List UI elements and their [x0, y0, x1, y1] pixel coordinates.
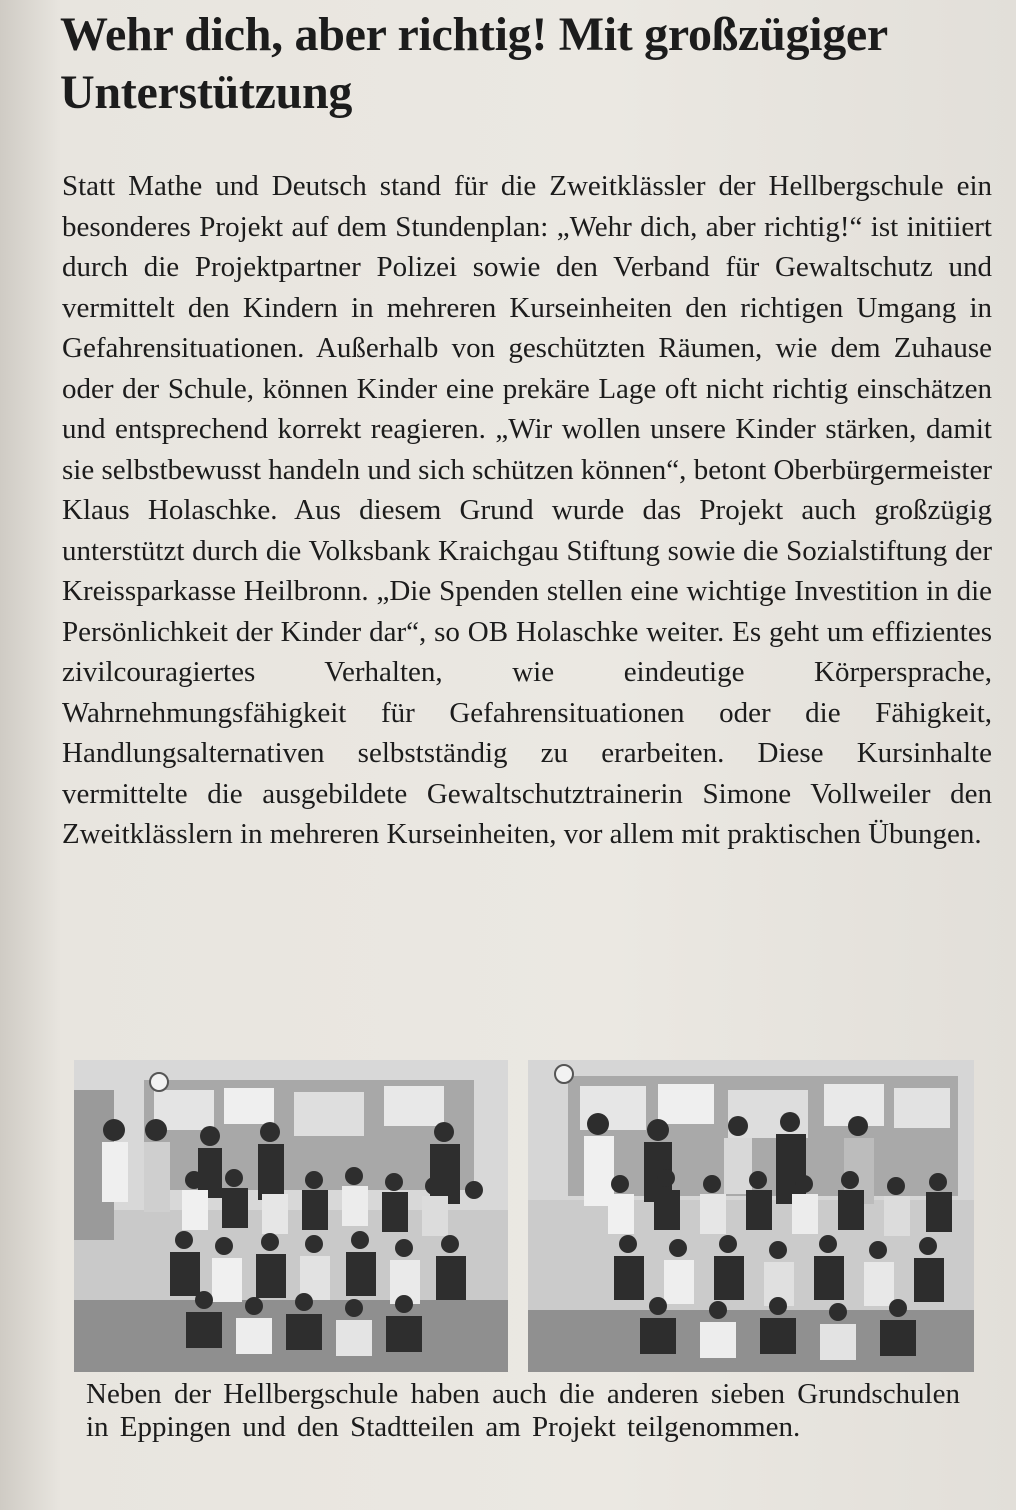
- article-title: Wehr dich, aber richtig! Mit großzügiger Unterstützung: [60, 8, 888, 119]
- group-photo-right: [528, 1060, 974, 1372]
- group-photo-left: [74, 1060, 508, 1372]
- group-photo-right-image: [528, 1060, 974, 1372]
- group-photo-left-image: [74, 1060, 508, 1372]
- article-body: Statt Mathe und Deutsch stand für die Zweitklässler der Hellbergschule ein besonderes Projekt auf dem Stundenplan: „Wehr dich, aber richtig!“ ist initiiert durch die Projektpartner Polizei sowie den Verband für Gewaltschutz und vermittelt den Kindern in mehreren Kurseinheiten den richtigen Umgang in Gefahrensituationen. Außerhalb von geschützten Räumen, wie dem Zuhause oder der Schule, können Kinder eine prekäre Lage oft nicht richtig einschätzen und entsprechend korrekt reagieren. „Wir wollen unsere Kinder stärken, damit sie selbstbewusst handeln und sich schützen können“, betont Oberbürgermeister Klaus Holaschke. Aus diesem Grund wurde das Projekt auch großzügig unterstützt durch die Volksbank Kraichgau Stiftung sowie die Sozialstiftung der Kreissparkasse Heilbronn. „Die Spenden stellen eine wichtige Investition in die Persönlichkeit der Kinder dar“, so OB Holaschke weiter. Es geht um effizientes zivilcouragiertes Verhalten, wie eindeutige Körpersprache, Wahrnehmungsfähigkeit für Gefahrensituationen oder die Fähigkeit, Handlungsalternativen selbstständig zu erarbeiten. Diese Kursinhalte vermittelte die ausgebildete Gewaltschutztrainerin Simone Vollweiler den Zweitklässlern in mehreren Kurseinheiten, vor allem mit praktischen Übungen.: [62, 170, 992, 850]
- photo-caption: Neben der Hellbergschule haben auch die anderen sieben Grundschulen in Eppingen und den Stadtteilen am Projekt teilgenommen.: [86, 1378, 960, 1443]
